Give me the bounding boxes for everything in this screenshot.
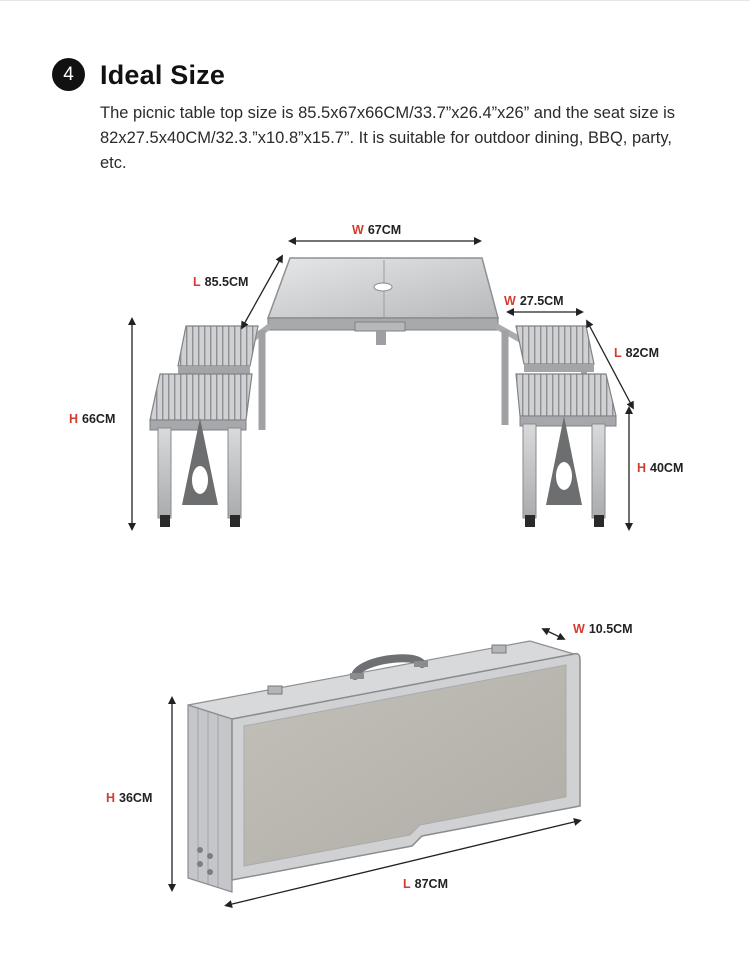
folded-length-label: L 87CM: [403, 877, 448, 891]
seat-length-label: L 82CM: [614, 346, 659, 360]
folded-case-illustration: [188, 641, 580, 892]
seat-width-label: W 27.5CM: [504, 294, 564, 308]
table-height-label: H 66CM: [69, 412, 116, 426]
table-length-label: L 85.5CM: [193, 275, 249, 289]
seat-height-label: H 40CM: [637, 461, 684, 475]
section-title: Ideal Size: [100, 60, 226, 90]
step-number-badge: 4: [52, 58, 85, 91]
section-description: The picnic table top size is 85.5x67x66CM/33.7”x26.4”x26” and the seat size is 82x27.5x40CM/32.3.”x10.8”x15.7”. It is suitable for outdoor dining, BBQ, party, etc.: [100, 104, 676, 172]
folded-width-label: W 10.5CM: [573, 622, 633, 636]
table-width-label: W 67CM: [352, 223, 402, 237]
folded-height-label: H 36CM: [106, 791, 153, 805]
